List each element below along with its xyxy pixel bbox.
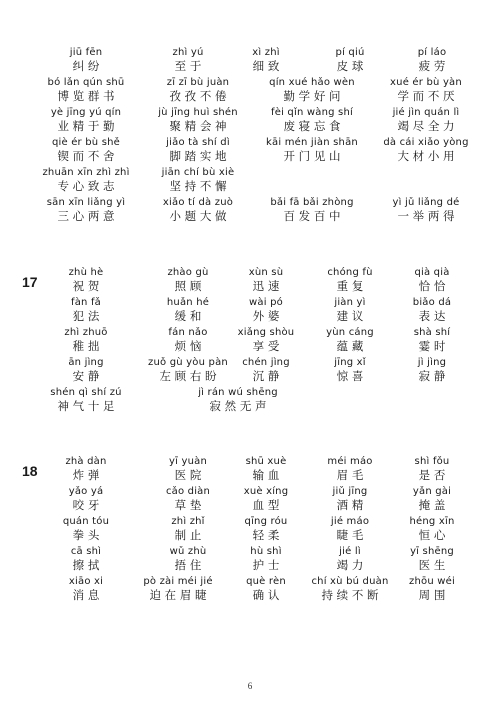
pinyin: zhuān xīn zhì zhì [42, 167, 130, 178]
pinyin: zhù hè [68, 267, 104, 278]
hanzi: 学 而 不 厌 [397, 89, 455, 103]
hanzi: 持 续 不 断 [321, 588, 379, 602]
hanzi: 捂 住 [174, 558, 202, 572]
pinyin: xì zhì [252, 47, 280, 58]
word-entry [372, 326, 492, 353]
word-entry [138, 106, 258, 133]
hanzi: 孜 孜 不 倦 [169, 89, 227, 103]
hanzi: 沉 静 [252, 369, 280, 383]
page-number: 6 [247, 681, 253, 691]
word-row [0, 545, 500, 573]
hanzi: 细 致 [252, 59, 280, 73]
hanzi: 擦 拭 [72, 558, 100, 572]
word-entry [372, 455, 492, 482]
pinyin: qín xué hǎo wèn [269, 77, 355, 88]
pinyin: jì rán wú shēng [198, 387, 278, 398]
word-entry [138, 136, 258, 163]
word-row [0, 485, 500, 513]
pinyin: jiǔ jīng [332, 486, 368, 497]
hanzi: 至 于 [174, 59, 202, 73]
hanzi: 眉 毛 [336, 468, 364, 482]
word-entry [372, 515, 492, 542]
word-row [0, 76, 500, 104]
hanzi: 竭 尽 全 力 [397, 119, 455, 133]
pinyin: shì fǒu [414, 456, 450, 467]
pinyin: jiàn yì [334, 297, 366, 308]
pinyin: kāi mén jiàn shān [266, 137, 358, 148]
word-row [0, 106, 500, 134]
hanzi: 酒 精 [336, 498, 364, 512]
word-row [0, 196, 500, 224]
pinyin: zhà dàn [65, 456, 107, 467]
hanzi: 草 垫 [174, 498, 202, 512]
hanzi: 医 生 [418, 558, 446, 572]
hanzi: 竭 力 [336, 558, 364, 572]
pinyin: yǎn gài [412, 486, 452, 497]
hanzi: 烦 恼 [174, 339, 202, 353]
pinyin: xué ér bù yàn [390, 77, 462, 88]
hanzi: 开 门 见 山 [283, 149, 341, 163]
pinyin: quán tóu [62, 516, 110, 527]
word-entry [26, 76, 146, 103]
pinyin: cǎo diàn [165, 486, 211, 497]
hanzi: 神 气 十 足 [57, 399, 115, 413]
word-entry [252, 136, 372, 163]
hanzi: 炸 弹 [72, 468, 100, 482]
hanzi: 锲 而 不 舍 [57, 149, 115, 163]
hanzi: 三 心 两 意 [57, 209, 115, 223]
word-entry [252, 196, 372, 223]
hanzi: 迅 速 [252, 279, 280, 293]
lesson-number: 17 [22, 274, 38, 290]
pinyin: shū xuè [245, 456, 287, 467]
hanzi: 医 院 [174, 468, 202, 482]
word-entry [26, 166, 146, 193]
word-entry [26, 386, 146, 413]
hanzi: 轻 柔 [252, 528, 280, 542]
pinyin: pí qiú [335, 47, 365, 58]
word-entry [372, 485, 492, 512]
pinyin: ān jìng [68, 357, 104, 368]
hanzi: 小 题 大 做 [169, 209, 227, 223]
pinyin: pí láo [417, 47, 447, 58]
pinyin: chén jìng [242, 357, 290, 368]
pinyin: wài pó [249, 297, 283, 308]
pinyin: sān xīn liǎng yì [46, 197, 126, 208]
pinyin: qià qià [414, 267, 450, 278]
word-row [0, 266, 500, 294]
hanzi: 百 发 百 中 [283, 209, 341, 223]
word-row [0, 136, 500, 164]
pinyin: dà cái xiǎo yòng [383, 137, 469, 148]
hanzi: 坚 持 不 懈 [169, 179, 227, 193]
hanzi: 废 寝 忘 食 [283, 119, 341, 133]
hanzi: 享 受 [252, 339, 280, 353]
word-row [0, 296, 500, 324]
word-row [0, 166, 500, 194]
pinyin: hù shì [250, 546, 282, 557]
pinyin: shà shí [413, 327, 451, 338]
pinyin: jiū fēn [69, 47, 103, 58]
word-entry [372, 545, 492, 572]
pinyin: bǎi fā bǎi zhòng [270, 197, 354, 208]
word-entry [366, 196, 486, 223]
pinyin: yè jīng yú qín [50, 107, 122, 118]
hanzi: 专 心 致 志 [57, 179, 115, 193]
word-entry [26, 106, 146, 133]
hanzi: 大 材 小 用 [397, 149, 455, 163]
word-row [0, 46, 500, 74]
word-entry [372, 296, 492, 323]
hanzi: 照 顾 [174, 279, 202, 293]
pinyin: xuè xíng [243, 486, 289, 497]
pinyin: xùn sù [248, 267, 284, 278]
hanzi: 护 士 [252, 558, 280, 572]
lesson-number: 18 [22, 463, 38, 479]
word-entry [366, 76, 486, 103]
hanzi: 建 议 [336, 309, 364, 323]
hanzi: 制 止 [174, 528, 202, 542]
pinyin: zī zī bù juàn [166, 77, 230, 88]
pinyin: zhì yú [172, 47, 204, 58]
hanzi: 一 举 两 得 [397, 209, 455, 223]
hanzi: 表 达 [418, 309, 446, 323]
hanzi: 是 否 [418, 468, 446, 482]
pinyin: yī shēng [410, 546, 454, 557]
word-entry [26, 196, 146, 223]
word-entry [138, 196, 258, 223]
word-entry [178, 386, 298, 413]
hanzi: 聚 精 会 神 [169, 119, 227, 133]
pinyin: jié máo [330, 516, 370, 527]
word-entry [372, 46, 492, 73]
pinyin: pò zài méi jié [143, 576, 213, 587]
pinyin: jiān chí bù xiè [161, 167, 235, 178]
word-entry [372, 266, 492, 293]
hanzi: 博 览 群 书 [57, 89, 115, 103]
hanzi: 寂 静 [418, 369, 446, 383]
hanzi: 祝 贺 [72, 279, 100, 293]
word-row [0, 455, 500, 483]
pinyin: zhōu wéi [409, 576, 455, 587]
hanzi: 缓 和 [174, 309, 202, 323]
word-row [0, 326, 500, 354]
word-row [0, 515, 500, 543]
pinyin: zhì zhǐ [171, 516, 205, 527]
pinyin: fèi qǐn wàng shí [271, 107, 353, 118]
hanzi: 外 婆 [252, 309, 280, 323]
pinyin: qīng róu [244, 516, 288, 527]
pinyin: yùn cáng [326, 327, 374, 338]
pinyin: shén qì shí zú [50, 387, 122, 398]
hanzi: 睫 毛 [336, 528, 364, 542]
hanzi: 业 精 于 勤 [57, 119, 115, 133]
pinyin: jù jīng huì shén [158, 107, 238, 118]
pinyin: méi máo [327, 456, 373, 467]
hanzi: 脚 踏 实 地 [169, 149, 227, 163]
word-entry [252, 106, 372, 133]
pinyin: qiè ér bù shě [51, 137, 121, 148]
pinyin: yī yuàn [169, 456, 207, 467]
pinyin: jīng xǐ [334, 357, 366, 368]
hanzi: 输 血 [252, 468, 280, 482]
pinyin: cā shì [70, 546, 102, 557]
hanzi: 安 静 [72, 369, 100, 383]
pinyin: xiāo xi [68, 576, 104, 587]
hanzi: 拳 头 [72, 528, 100, 542]
pinyin: yǎo yá [68, 486, 104, 497]
hanzi: 蕴 藏 [336, 339, 364, 353]
hanzi: 勤 学 好 问 [283, 89, 341, 103]
hanzi: 消 息 [72, 588, 100, 602]
hanzi: 恒 心 [418, 528, 446, 542]
pinyin: huǎn hé [166, 297, 210, 308]
pinyin: chí xù bú duàn [311, 576, 389, 587]
hanzi: 纠 纷 [72, 59, 100, 73]
pinyin: xiǎo tí dà zuò [162, 197, 234, 208]
hanzi: 惊 喜 [336, 369, 364, 383]
pinyin: yì jǔ liǎng dé [392, 197, 460, 208]
pinyin: jiǎo tà shí dì [166, 137, 230, 148]
word-entry [26, 136, 146, 163]
hanzi: 咬 牙 [72, 498, 100, 512]
word-entry [138, 76, 258, 103]
hanzi: 犯 法 [72, 309, 100, 323]
word-entry [366, 136, 486, 163]
pinyin: biǎo dá [412, 297, 452, 308]
pinyin: fàn fǎ [70, 297, 101, 308]
word-entry [372, 356, 492, 383]
hanzi: 疲 劳 [418, 59, 446, 73]
hanzi: 确 认 [252, 588, 280, 602]
hanzi: 寂 然 无 声 [209, 399, 267, 413]
word-row [0, 575, 500, 603]
word-entry [252, 76, 372, 103]
pinyin: zhì zhuō [64, 327, 108, 338]
pinyin: què rèn [246, 576, 286, 587]
pinyin: bó lǎn qún shū [47, 77, 125, 88]
pinyin: wǔ zhù [169, 546, 207, 557]
hanzi: 稚 拙 [72, 339, 100, 353]
word-row [0, 386, 500, 414]
pinyin: zuǒ gù yòu pàn [148, 357, 228, 368]
pinyin: jié jìn quán lì [392, 107, 460, 118]
word-row [0, 356, 500, 384]
pinyin: xiǎng shòu [237, 327, 295, 338]
word-entry [372, 575, 492, 602]
hanzi: 左 顾 右 盼 [159, 369, 217, 383]
pinyin: zhào gù [167, 267, 209, 278]
word-entry [366, 106, 486, 133]
hanzi: 掩 盖 [418, 498, 446, 512]
pinyin: chóng fù [327, 267, 373, 278]
pinyin: fán nǎo [168, 327, 208, 338]
pinyin: jì jìng [417, 357, 447, 368]
hanzi: 恰 恰 [418, 279, 446, 293]
hanzi: 周 围 [418, 588, 446, 602]
hanzi: 迫 在 眉 睫 [149, 588, 207, 602]
hanzi: 重 复 [336, 279, 364, 293]
hanzi: 血 型 [252, 498, 280, 512]
pinyin: héng xīn [409, 516, 455, 527]
pinyin: jié lì [339, 546, 361, 557]
word-entry [138, 166, 258, 193]
hanzi: 皮 球 [336, 59, 364, 73]
hanzi: 霎 时 [418, 339, 446, 353]
